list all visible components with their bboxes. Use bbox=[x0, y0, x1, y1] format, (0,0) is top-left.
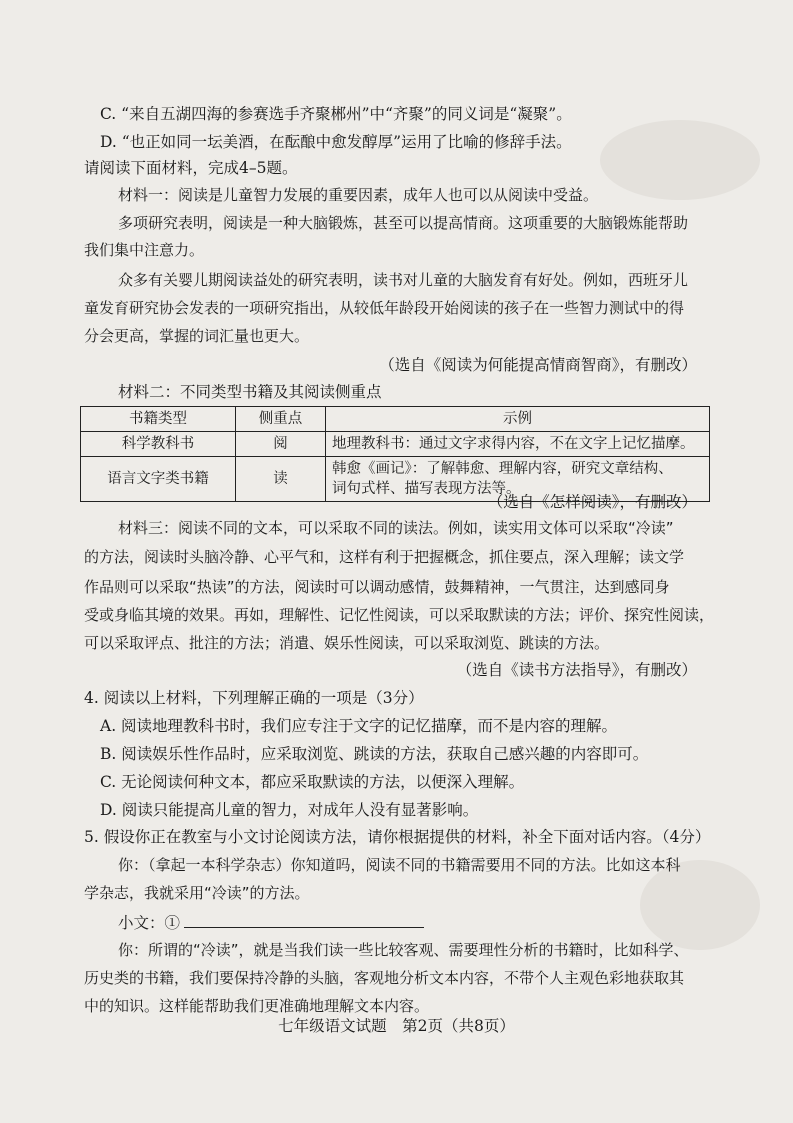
book-types-table bbox=[80, 406, 710, 502]
reading-instruction: 请阅读下面材料，完成4–5题。 bbox=[84, 159, 298, 177]
material2-title: 材料二：不同类型书籍及其阅读侧重点 bbox=[118, 383, 382, 401]
q4-option: B. 阅读娱乐性作品时，应采取浏览、跳读的方法，获取自己感兴趣的内容即可。 bbox=[100, 745, 649, 763]
answer-blank[interactable] bbox=[184, 911, 424, 928]
focus-cell: 阅 bbox=[236, 432, 326, 457]
q5-dialogue-line: 你：所谓的“冷读”，就是当我们读一些比较客观、需要理性分析的书籍时，比如科学、 bbox=[118, 941, 689, 959]
q5-xiaowen-label: 小文：① bbox=[118, 914, 181, 932]
table-header: 书籍类型 bbox=[81, 407, 236, 432]
example-line: 词句式样、描写表现方法等。 bbox=[332, 481, 521, 497]
table-header: 侧重点 bbox=[236, 407, 326, 432]
book-type-cell: 科学教科书 bbox=[81, 432, 236, 457]
q5-stem: 5. 假设你正在教室与小文讨论阅读方法，请你根据提供的材料，补全下面对话内容。（4分） bbox=[84, 828, 711, 846]
table-row bbox=[81, 432, 710, 457]
q5-dialogue-line: 历史类的书籍，我们要保持冷静的头脑，客观地分析文本内容，不带个人主观色彩地获取其 bbox=[84, 969, 685, 987]
material1-line: 童发育研究协会发表的一项研究指出，从较低年龄段开始阅读的孩子在一些智力测试中的得 bbox=[84, 299, 685, 317]
material1-line: 材料一：阅读是儿童智力发展的重要因素，成年人也可以从阅读中受益。 bbox=[118, 186, 599, 204]
material2-source: （选自《怎样阅读》，有删改） bbox=[487, 493, 697, 511]
material3-line: 的方法，阅读时头脑冷静、心平气和，这样有利于把握概念，抓住要点，深入理解；读文学 bbox=[84, 548, 685, 566]
q4-stem: 4. 阅读以上材料，下列理解正确的一项是（3分） bbox=[84, 689, 424, 707]
focus-cell: 读 bbox=[236, 457, 326, 502]
scan-smudge bbox=[600, 120, 760, 200]
example-line: 地理教科书：通过文字求得内容，不在文字上记忆描摩。 bbox=[332, 436, 695, 452]
q5-dialogue-line: 中的知识。这样能帮助我们更准确地理解文本内容。 bbox=[84, 997, 430, 1015]
material3-line: 材料三：阅读不同的文本，可以采取不同的读法。例如，读实用文体可以采取“冷读” bbox=[118, 519, 674, 537]
table-header-row bbox=[81, 407, 710, 432]
q3-option-c: C. “来自五湖四海的参赛选手齐聚郴州”中“齐聚”的同义词是“凝聚”。 bbox=[100, 105, 572, 123]
material3-line: 可以采取评点、批注的方法；消遣、娱乐性阅读，可以采取浏览、跳读的方法。 bbox=[84, 634, 610, 652]
q4-option: D. 阅读只能提高儿童的智力，对成年人没有显著影响。 bbox=[100, 801, 479, 819]
material1-line: 分会更高，掌握的词汇量也更大。 bbox=[84, 327, 310, 345]
material1-line: 多项研究表明，阅读是一种大脑锻炼，甚至可以提高情商。这项重要的大脑锻炼能帮助 bbox=[118, 214, 689, 232]
material1-line: 我们集中注意力。 bbox=[84, 241, 205, 259]
material3-source: （选自《读书方法指导》，有删改） bbox=[456, 661, 697, 679]
q3-option-d: D. “也正如同一坛美酒，在酝酿中愈发醇厚”运用了比喻的修辞手法。 bbox=[100, 133, 572, 151]
material3-line: 作品则可以采取“热读”的方法，阅读时可以调动感情，鼓舞精神，一气贯注，达到感同身 bbox=[84, 578, 670, 596]
material1-source: （选自《阅读为何能提高情商智商》，有删改） bbox=[379, 356, 697, 374]
q5-dialogue-line: 学杂志，我就采用“冷读”的方法。 bbox=[84, 884, 310, 902]
book-type-cell: 语言文字类书籍 bbox=[81, 457, 236, 502]
material1-line: 众多有关婴儿期阅读益处的研究表明，读书对儿童的大脑发育有好处。例如，西班牙儿 bbox=[118, 271, 689, 289]
table-header: 示例 bbox=[326, 407, 710, 432]
q5-xiaowen-line bbox=[118, 911, 424, 933]
q5-dialogue-line: 你：（拿起一本科学杂志）你知道吗，阅读不同的书籍需要用不同的方法。比如这本科 bbox=[118, 856, 681, 874]
example-cell bbox=[326, 432, 710, 457]
q4-option: A. 阅读地理教科书时，我们应专注于文字的记忆描摩，而不是内容的理解。 bbox=[100, 717, 618, 735]
example-line: 韩愈《画记》：了解韩愈、理解内容，研究文章结构、 bbox=[332, 461, 673, 477]
page-footer: 七年级语文试题 第2页（共8页） bbox=[278, 1017, 515, 1035]
q4-option: C. 无论阅读何种文本，都应采取默读的方法，以便深入理解。 bbox=[100, 773, 525, 791]
material3-line: 受或身临其境的效果。再如，理解性、记忆性阅读，可以采取默读的方法；评价、探究性阅读， bbox=[84, 606, 715, 624]
